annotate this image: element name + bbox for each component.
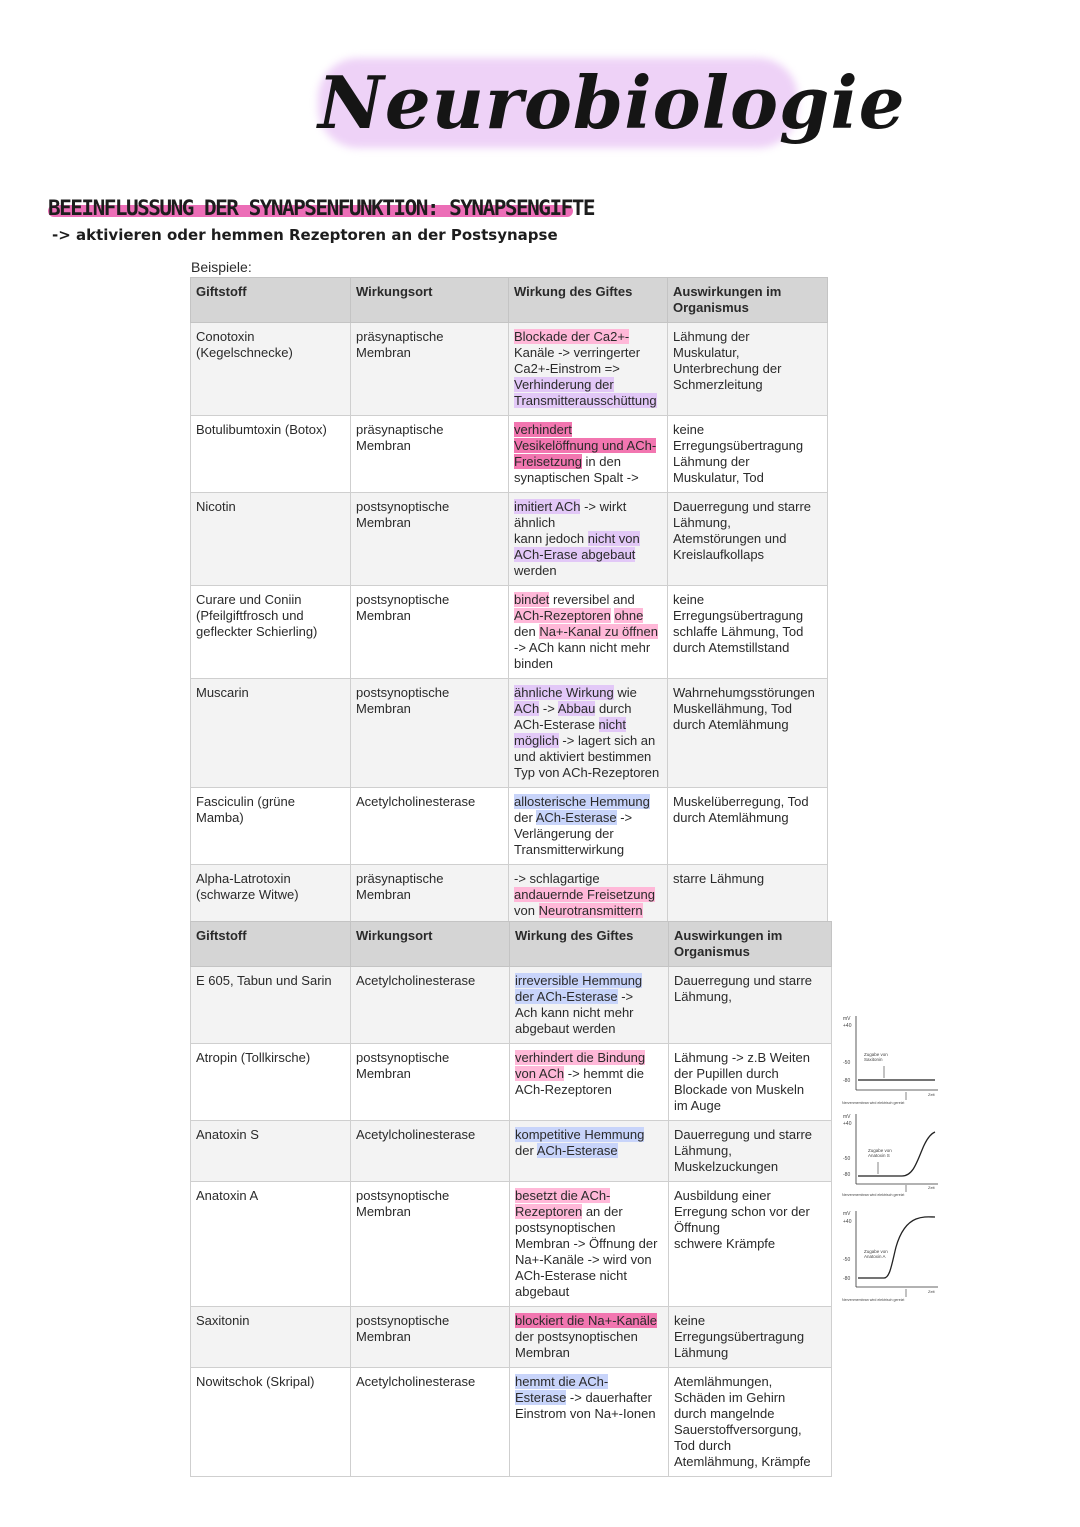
graph-unit: mV <box>843 1016 851 1022</box>
cell-wirkungsort <box>351 586 509 679</box>
section-subheading: -> aktivieren oder hemmen Rezeptoren an der Postsynapse <box>52 226 558 244</box>
cell-giftstoff <box>191 586 351 679</box>
cell-text: -> dauerhafter Einstrom von Na+-Ionen <box>515 1390 656 1421</box>
cell-text: -> schlagartige <box>514 871 600 886</box>
cell-giftstoff <box>191 1182 351 1307</box>
poison-table-2 <box>190 921 832 1477</box>
section-heading: BEEINFLUSSUNG DER SYNAPSENFUNKTION: SYNAPSENGIFTE <box>48 196 595 220</box>
highlighted-text: ACh <box>514 701 540 716</box>
cell-text: Alpha-Latrotoxin (schwarze Witwe) <box>196 871 299 902</box>
cell-text: Acetylcholinesterase <box>356 973 476 988</box>
highlighted-text: von ACh <box>515 1066 565 1081</box>
cell-auswirkungen <box>668 586 828 679</box>
table-row <box>191 416 828 493</box>
header-wirkungsort: Wirkungsort <box>351 278 509 323</box>
highlighted-text: ähnliche Wirkung <box>514 685 614 700</box>
cell-text: keine Erregungsübertragung Lähmung der Muskulatur, Tod <box>673 422 804 485</box>
highlighted-text: ACh-Rezeptoren <box>514 608 611 623</box>
cell-giftstoff <box>191 788 351 865</box>
graph-anatoxin-a <box>840 1205 950 1305</box>
cell-text: Ausbildung einer Erregung schon vor der Öffnung schwere Krämpfe <box>674 1188 810 1251</box>
cell-text: präsynaptische Membran <box>356 422 444 453</box>
graph-tick-low: -80 <box>843 1172 851 1178</box>
page-title: Neurobiologie <box>318 60 906 145</box>
table-row <box>191 1044 832 1121</box>
header-wirkungsort: Wirkungsort <box>351 922 510 967</box>
header-giftstoff: Giftstoff <box>191 278 351 323</box>
highlighted-text: ohne <box>614 608 644 623</box>
highlighted-text: der ACh-Esterase <box>515 989 618 1004</box>
cell-wirkungsort <box>351 416 509 493</box>
table-row <box>191 1121 832 1182</box>
table-row <box>191 1182 832 1307</box>
highlighted-text: nicht <box>598 717 627 732</box>
table-row <box>191 967 832 1044</box>
cell-text: den <box>514 624 536 639</box>
graph-tick-mid: -50 <box>843 1060 851 1066</box>
highlighted-text: ACh-Esterase <box>536 1143 618 1158</box>
cell-text: Curare und Coniin (Pfeilgiftfrosch und gefleckter Schierling) <box>196 592 318 639</box>
highlighted-text: irreversible Hemmung <box>515 973 643 988</box>
cell-text: Kanäle -> verringerter Ca2+-Einstrom => <box>514 345 641 376</box>
cell-text: Acetylcholinesterase <box>356 794 476 809</box>
table-row <box>191 679 828 788</box>
table-row <box>191 323 828 416</box>
cell-text: Dauerregung und starre Lähmung, Muskelzuckungen <box>674 1127 813 1174</box>
cell-wirkungsort <box>351 679 509 788</box>
cell-text: präsynaptische Membran <box>356 329 444 360</box>
cell-text: -> <box>539 701 558 716</box>
cell-text: der postsynoptischen Membran <box>515 1329 638 1360</box>
highlighted-text: Na+-Kanal zu öffnen <box>539 624 658 639</box>
header-wirkung: Wirkung des Giftes <box>509 278 668 323</box>
highlighted-text: Freisetzung <box>514 454 582 469</box>
cell-text: Lähmung -> z.B Weiten der Pupillen durch Blockade von Muskeln im Auge <box>674 1050 810 1113</box>
highlighted-text: bindet <box>514 592 550 607</box>
highlighted-text: Blockade der Ca2+- <box>514 329 630 344</box>
cell-text: der <box>515 1143 534 1158</box>
graph-tick-low: -80 <box>843 1276 851 1282</box>
highlighted-text: allosterische Hemmung <box>514 794 650 809</box>
cell-text: keine Erregungsübertragung schlaffe Lähmung, Tod durch Atemstillstand <box>673 592 804 655</box>
cell-giftstoff <box>191 1307 351 1368</box>
cell-text: starre Lähmung <box>673 871 765 886</box>
cell-text: Acetylcholinesterase <box>356 1127 476 1142</box>
cell-auswirkungen <box>668 679 828 788</box>
cell-wirkungsort <box>351 1121 510 1182</box>
cell-text: postsynoptische Membran <box>356 1188 450 1219</box>
highlighted-text: imitiert ACh <box>514 499 581 514</box>
table-header-row <box>191 922 832 967</box>
cell-wirkung <box>509 865 668 926</box>
cell-giftstoff <box>191 1368 351 1477</box>
cell-text: in den synaptischen Spalt -> <box>514 454 639 485</box>
cell-wirkung <box>510 967 669 1044</box>
graph-annotation: Zugabe von Anatoxin S <box>868 1148 892 1158</box>
graph-time-label: Zeit <box>928 1185 935 1190</box>
highlighted-text: Rezeptoren <box>515 1204 583 1219</box>
graph-saxitonin <box>840 1008 950 1108</box>
header-auswirkungen: Auswirkungen im Organismus <box>668 278 828 323</box>
cell-wirkungsort <box>351 1368 510 1477</box>
cell-auswirkungen <box>668 788 828 865</box>
header-wirkung: Wirkung des Giftes <box>510 922 669 967</box>
graph-caption: Nervenmembran wird elektrisch gereizt <box>842 1101 905 1105</box>
highlighted-text: möglich <box>514 733 559 748</box>
cell-text: -> hemmt die ACh-Rezeptoren <box>515 1066 644 1097</box>
cell-text: -> Ach kann nicht mehr abgebaut werden <box>515 989 634 1036</box>
cell-text: an der postsynoptischen Membran -> Öffnung der Na+-Kanäle -> wird von ACh-Esterase nicht abgebaut <box>515 1204 658 1299</box>
cell-text: Conotoxin (Kegelschnecke) <box>196 329 293 360</box>
cell-text: Acetylcholinesterase <box>356 1374 476 1389</box>
table-row <box>191 1307 832 1368</box>
cell-giftstoff <box>191 493 351 586</box>
table-header-row <box>191 278 828 323</box>
highlighted-text: Abbau <box>557 701 596 716</box>
table-row <box>191 586 828 679</box>
examples-label: Beispiele: <box>191 259 252 275</box>
cell-wirkungsort <box>351 865 509 926</box>
highlighted-text: kompetitive Hemmung <box>515 1127 645 1142</box>
graph-tick-mid: -50 <box>843 1156 851 1162</box>
section-heading-wrap <box>48 196 594 224</box>
cell-giftstoff <box>191 1121 351 1182</box>
graph-anatoxin-s <box>840 1110 950 1200</box>
highlighted-text: Neurotransmittern <box>538 903 643 918</box>
cell-giftstoff <box>191 865 351 926</box>
cell-text: Nicotin <box>196 499 236 514</box>
highlighted-text: ACh-Esterase <box>535 810 617 825</box>
cell-wirkung <box>509 679 668 788</box>
highlighted-text: hemmt die ACh- <box>515 1374 609 1389</box>
highlighted-text: nicht von <box>587 531 640 546</box>
cell-wirkungsort <box>351 323 509 416</box>
cell-text: Muscarin <box>196 685 249 700</box>
cell-text: Anatoxin S <box>196 1127 259 1142</box>
cell-auswirkungen <box>668 416 828 493</box>
cell-text: Botulibumtoxin (Botox) <box>196 422 327 437</box>
cell-giftstoff <box>191 323 351 416</box>
cell-auswirkungen <box>668 865 828 926</box>
highlighted-text: verhindert die Bindung <box>515 1050 646 1065</box>
graph-time-label: Zeit <box>928 1289 935 1294</box>
cell-text: -> wirkt ähnlich kann jedoch <box>514 499 627 546</box>
graph-annotation: Zugabe von Saxitonin <box>864 1052 888 1062</box>
highlighted-text: ACh-Erase abgebaut <box>514 547 636 562</box>
cell-text: Fasciculin (grüne Mamba) <box>196 794 295 825</box>
cell-wirkungsort <box>351 788 509 865</box>
graph-tick-top: +40 <box>843 1121 852 1127</box>
graph-tick-low: -80 <box>843 1078 851 1084</box>
graph-unit: mV <box>843 1114 851 1120</box>
cell-text: postsynoptische Membran <box>356 592 450 623</box>
cell-wirkungsort <box>351 1182 510 1307</box>
cell-giftstoff <box>191 967 351 1044</box>
highlighted-text: Vesikelöffnung und ACh- <box>514 438 657 453</box>
cell-text: von <box>514 903 535 918</box>
cell-wirkung <box>509 416 668 493</box>
cell-wirkung <box>510 1121 669 1182</box>
cell-text: reversibel and <box>553 592 635 607</box>
graph-curve <box>858 1217 935 1278</box>
graph-tick-top: +40 <box>843 1023 852 1029</box>
cell-text: -> Verlängerung der Transmitterwirkung <box>514 810 633 857</box>
header-giftstoff: Giftstoff <box>191 922 351 967</box>
cell-wirkungsort <box>351 967 510 1044</box>
cell-text: präsynaptische Membran <box>356 871 444 902</box>
cell-text: Dauerregung und starre Lähmung, <box>674 973 813 1004</box>
cell-auswirkungen <box>668 493 828 586</box>
graph-caption: Nervenmembran wird elektrisch gereizt <box>842 1298 905 1302</box>
highlighted-text: Transmitterausschüttung <box>514 393 657 408</box>
cell-wirkung <box>510 1044 669 1121</box>
cell-auswirkungen <box>669 1307 832 1368</box>
cell-text: durch ACh-Esterase <box>514 701 632 732</box>
cell-text: E 605, Tabun und Sarin <box>196 973 332 988</box>
cell-giftstoff <box>191 679 351 788</box>
highlighted-text: Verhinderung der <box>514 377 614 392</box>
cell-text: -> lagert sich an und aktiviert bestimmen Typ von ACh-Rezeptoren <box>514 733 660 780</box>
highlighted-text: Esterase <box>515 1390 567 1405</box>
graph-time-label: Zeit <box>928 1092 935 1097</box>
graph-caption: Nervenmembran wird elektrisch gereizt <box>842 1193 905 1197</box>
graph-unit: mV <box>843 1211 851 1217</box>
cell-text: postsynoptische Membran <box>356 1313 450 1344</box>
cell-auswirkungen <box>669 1182 832 1307</box>
cell-wirkungsort <box>351 1044 510 1121</box>
cell-text: postsynoptische Membran <box>356 499 450 530</box>
cell-text: Muskelüberregung, Tod durch Atemlähmung <box>673 794 809 825</box>
cell-wirkung <box>509 586 668 679</box>
cell-auswirkungen <box>668 323 828 416</box>
cell-text: Dauerregung und starre Lähmung, Atemstörungen und Kreislaufkollaps <box>673 499 812 562</box>
cell-wirkung <box>510 1307 669 1368</box>
table-row <box>191 493 828 586</box>
cell-auswirkungen <box>669 1044 832 1121</box>
cell-text: der <box>514 810 533 825</box>
cell-text: postsynoptische Membran <box>356 1050 450 1081</box>
graph-tick-mid: -50 <box>843 1257 851 1263</box>
title-area <box>318 48 906 158</box>
graph-tick-top: +40 <box>843 1219 852 1225</box>
highlighted-text: verhindert <box>514 422 572 437</box>
graph-annotation: Zugabe von Anatoxin A <box>864 1249 888 1259</box>
cell-auswirkungen <box>669 967 832 1044</box>
cell-text: Anatoxin A <box>196 1188 259 1203</box>
highlighted-text: blockiert die Na+-Kanäle <box>515 1313 657 1328</box>
cell-auswirkungen <box>669 1121 832 1182</box>
header-auswirkungen: Auswirkungen im Organismus <box>669 922 832 967</box>
cell-text: Atropin (Tollkirsche) <box>196 1050 311 1065</box>
cell-wirkung <box>509 323 668 416</box>
cell-wirkung <box>509 493 668 586</box>
cell-auswirkungen <box>669 1368 832 1477</box>
cell-text: wie <box>617 685 637 700</box>
highlighted-text: besetzt die ACh- <box>515 1188 611 1203</box>
cell-wirkung <box>509 788 668 865</box>
cell-wirkung <box>510 1368 669 1477</box>
cell-text: Saxitonin <box>196 1313 250 1328</box>
cell-text: -> ACh kann nicht mehr binden <box>514 640 651 671</box>
cell-text: werden <box>514 563 557 578</box>
highlighted-text: andauernde Freisetzung <box>514 887 655 902</box>
cell-text: Lähmung der Muskulatur, Unterbrechung der Schmerzleitung <box>673 329 782 392</box>
cell-text: keine Erregungsübertragung Lähmung <box>674 1313 805 1360</box>
cell-giftstoff <box>191 416 351 493</box>
cell-wirkung <box>510 1182 669 1307</box>
cell-giftstoff <box>191 1044 351 1121</box>
table-row <box>191 1368 832 1477</box>
table-row <box>191 788 828 865</box>
cell-text: Nowitschok (Skripal) <box>196 1374 315 1389</box>
table-row <box>191 865 828 926</box>
cell-text: postsynoptische Membran <box>356 685 450 716</box>
poison-table-1 <box>190 277 828 926</box>
cell-text: Atemlähmungen, Schäden im Gehirn durch mangelnde Sauerstoffversorgung, Tod durch Atemlähmung, Krämpfe <box>674 1374 811 1469</box>
cell-wirkungsort <box>351 1307 510 1368</box>
cell-wirkungsort <box>351 493 509 586</box>
cell-text: Wahrnehumgsstörungen Muskellähmung, Tod durch Atemlähmung <box>673 685 815 732</box>
